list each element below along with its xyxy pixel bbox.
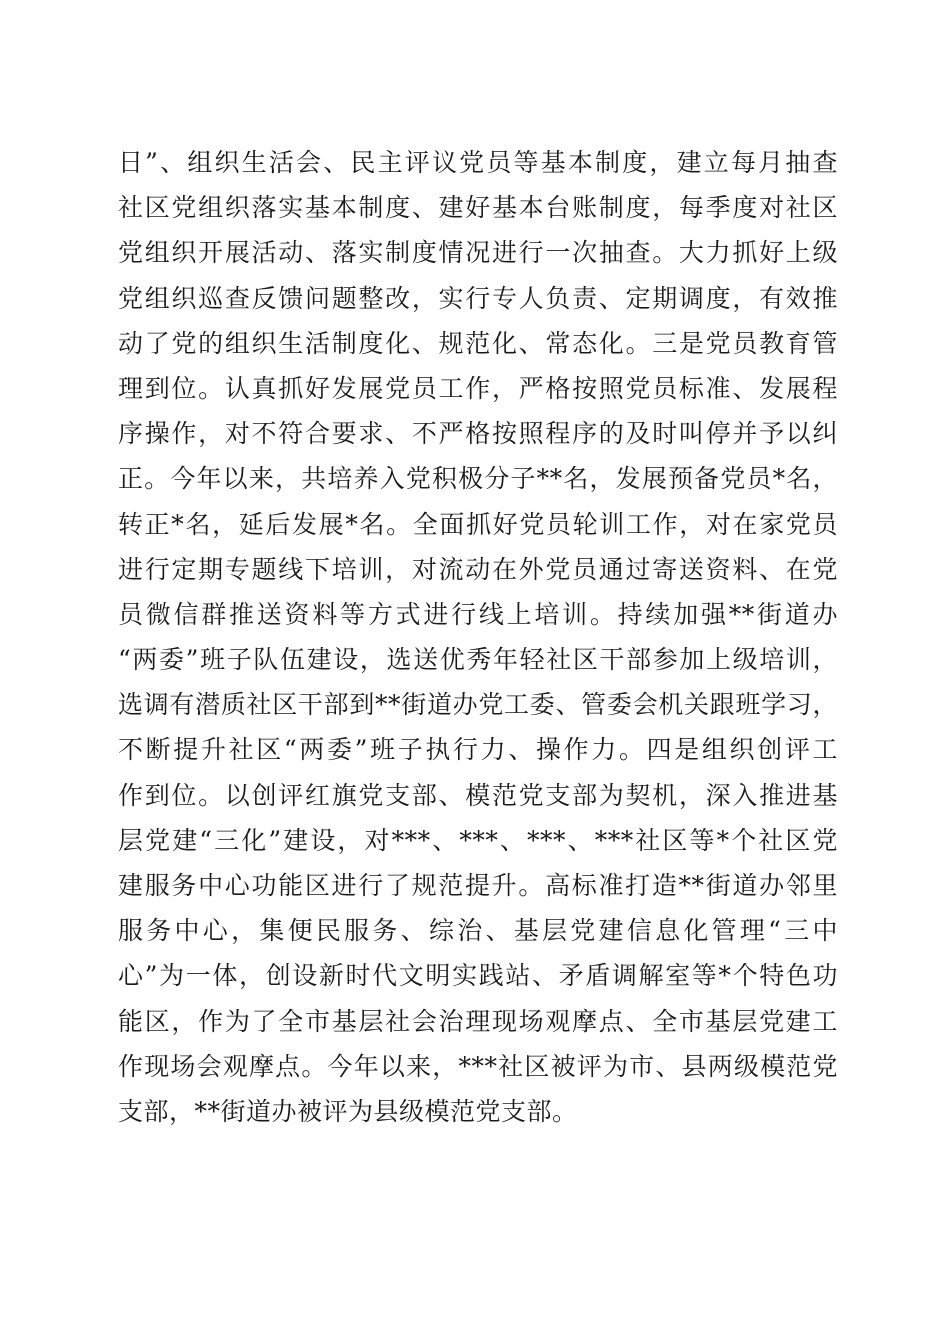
text-line-last: 支部，**街道办被评为县级模范党支部。	[118, 1096, 578, 1126]
text-line: “两委”班子队伍建设，选送优秀年轻社区干部参加上级培训，	[118, 645, 838, 675]
text-line: 能区，作为了全市基层社会治理现场观摩点、全市基层党建工	[118, 1006, 838, 1036]
text-line: 作到位。以创评红旗党支部、模范党支部为契机，深入推进基	[118, 780, 838, 810]
text-line: 理到位。认真抓好发展党员工作，严格按照党员标准、发展程	[118, 373, 838, 403]
text-line: 转正*名，延后发展*名。全面抓好党员轮训工作，对在家党员	[118, 509, 838, 539]
text-line: 作现场会观摩点。今年以来，***社区被评为市、县两级模范党	[118, 1051, 838, 1081]
text-line: 心”为一体，创设新时代文明实践站、矛盾调解室等*个特色功	[118, 961, 838, 991]
text-line: 层党建“三化”建设，对***、***、***、***社区等*个社区党	[118, 825, 838, 855]
text-line: 正。今年以来，共培养入党积极分子**名，发展预备党员*名，	[118, 464, 838, 494]
text-line: 序操作，对不符合要求、不严格按照程序的及时叫停并予以纠	[118, 419, 838, 449]
text-line: 党组织巡查反馈问题整改，实行专人负责、定期调度，有效推	[118, 283, 838, 313]
text-line: 动了党的组织生活制度化、规范化、常态化。三是党员教育管	[118, 328, 838, 358]
text-line: 选调有潜质社区干部到**街道办党工委、管委会机关跟班学习，	[118, 690, 838, 720]
body-paragraph	[118, 140, 838, 1134]
text-line: 员微信群推送资料等方式进行线上培训。持续加强**街道办	[118, 599, 838, 629]
text-line: 日”、组织生活会、民主评议党员等基本制度，建立每月抽查	[118, 148, 838, 177]
text-line: 进行定期专题线下培训，对流动在外党员通过寄送资料、在党	[118, 554, 838, 584]
text-line: 建服务中心功能区进行了规范提升。高标准打造**街道办邻里	[118, 871, 838, 900]
text-line: 服务中心，集便民服务、综治、基层党建信息化管理“三中	[118, 916, 838, 946]
text-line: 不断提升社区“两委”班子执行力、操作力。四是组织创评工	[118, 735, 838, 765]
text-line: 党组织开展活动、落实制度情况进行一次抽查。大力抓好上级	[118, 238, 838, 268]
text-line: 社区党组织落实基本制度、建好基本台账制度，每季度对社区	[118, 193, 838, 223]
